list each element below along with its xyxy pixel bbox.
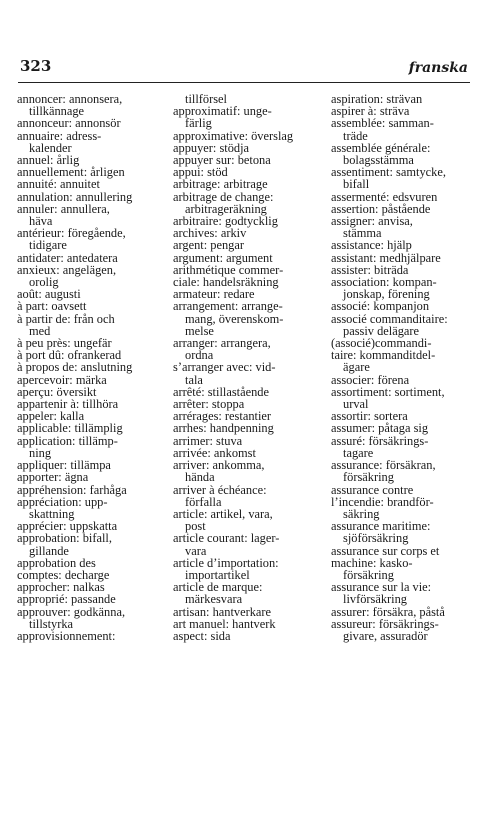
entry-line: assigner: anvisa, bbox=[331, 214, 413, 229]
entry-line: bifall bbox=[343, 177, 370, 192]
entry-line: à partir de: från och bbox=[17, 311, 115, 326]
entry-line: assurance: försäkran, bbox=[331, 458, 436, 473]
entry-line: givare, assuradör bbox=[343, 628, 428, 643]
entry-line: appréciation: upp- bbox=[17, 494, 108, 509]
entry-line: assortiment: sortiment, bbox=[331, 384, 445, 399]
entry-line: jonskap, förening bbox=[343, 287, 430, 302]
entry-line: assemblée générale: bbox=[331, 140, 431, 155]
entry-line: vara bbox=[185, 543, 207, 558]
entry-line: à port dû: ofrankerad bbox=[17, 348, 122, 363]
entry-line: appartenir à: tillhöra bbox=[17, 397, 119, 412]
entry-line: träde bbox=[343, 128, 368, 143]
entry-line: tidigare bbox=[29, 238, 67, 253]
entry-line: s’arranger avec: vid- bbox=[173, 360, 276, 375]
entry-line: application: tillämp- bbox=[17, 433, 118, 448]
entry-line: appui: stöd bbox=[173, 165, 228, 180]
entry-line: article: artikel, vara, bbox=[173, 506, 273, 521]
entry-line: appuyer sur: betona bbox=[173, 153, 271, 168]
entry-line: arrhes: handpenning bbox=[173, 421, 274, 436]
entry-line: antérieur: föregående, bbox=[17, 226, 126, 241]
entry-line: appeler: kalla bbox=[17, 409, 85, 424]
entry-line: assurance sur la vie: bbox=[331, 580, 432, 595]
page-number: 323 bbox=[20, 57, 52, 75]
entry-line: passiv delägare bbox=[343, 323, 420, 338]
entry-line: sjöförsäkring bbox=[343, 531, 409, 546]
entry-line: annonceur: annonsör bbox=[17, 116, 121, 131]
entry-line: arrérages: restantier bbox=[173, 409, 272, 424]
entry-line: arithmétique commer- bbox=[173, 262, 284, 277]
entry-line: à peu près: ungefär bbox=[17, 336, 112, 351]
entry-line: assertion: påstående bbox=[331, 201, 431, 216]
entry-line: arrêté: stillastående bbox=[173, 384, 269, 399]
entry-line: aspirer à: sträva bbox=[331, 104, 410, 119]
entry-line: associé commanditaire: bbox=[331, 311, 448, 326]
entry-line: associé: kompanjon bbox=[331, 299, 430, 314]
entry-line: ciale: handelsräkning bbox=[173, 275, 279, 290]
entry-line: annulation: annullering bbox=[17, 189, 133, 204]
entry-line: artisan: hantverkare bbox=[173, 604, 272, 619]
entry-line: armateur: redare bbox=[173, 287, 255, 302]
entry-line: argument: argument bbox=[173, 250, 273, 265]
entry-line: arrimer: stuva bbox=[173, 433, 243, 448]
entry-line: märkesvara bbox=[185, 592, 243, 607]
entry-line: färlig bbox=[185, 116, 212, 131]
entry-line: tala bbox=[185, 372, 203, 387]
entry-line: arbitrageräkning bbox=[185, 201, 267, 216]
entry-line: approuver: godkänna, bbox=[17, 604, 126, 619]
entry-line: comptes: decharge bbox=[17, 567, 110, 582]
entry-line: assuré: försäkrings- bbox=[331, 433, 429, 448]
entry-line: approbation des bbox=[17, 555, 96, 570]
column-3 bbox=[331, 93, 477, 642]
entry-line: tillkännage bbox=[29, 104, 85, 119]
entry-line: tillstyrka bbox=[29, 616, 74, 631]
entry-line: annuler: annullera, bbox=[17, 201, 110, 216]
entry-line: arrivée: ankomst bbox=[173, 445, 256, 460]
entry-line: assentiment: samtycke, bbox=[331, 165, 446, 180]
entry-line: approximative: överslag bbox=[173, 128, 294, 143]
entry-line: assistant: medhjälpare bbox=[331, 250, 441, 265]
entry-line: assurance contre bbox=[331, 482, 414, 497]
entry-line: assemblée: samman- bbox=[331, 116, 434, 131]
entry-line: importartikel bbox=[185, 567, 250, 582]
entry-line: assermenté: edsvuren bbox=[331, 189, 438, 204]
entry-line: gillande bbox=[29, 543, 69, 558]
entry-line: häva bbox=[29, 214, 53, 229]
entry-line: annoncer: annonsera, bbox=[17, 92, 123, 106]
entry-line: approprié: passande bbox=[17, 592, 116, 607]
entry-line: arbitrage de change: bbox=[173, 189, 274, 204]
entry-line: apporter: ägna bbox=[17, 470, 89, 485]
entry-line: stämma bbox=[343, 226, 382, 241]
entry-line: annuité: annuitet bbox=[17, 177, 100, 192]
entry-line: försäkring bbox=[343, 567, 394, 582]
entry-line: appliquer: tillämpa bbox=[17, 458, 111, 473]
entry-line: association: kompan- bbox=[331, 275, 437, 290]
entry-line: antidater: antedatera bbox=[17, 250, 118, 265]
entry-line: assurer: försäkra, påstå bbox=[331, 604, 445, 619]
entry-line: arbitrage: arbitrage bbox=[173, 177, 268, 192]
entry-line: art manuel: hantverk bbox=[173, 616, 276, 631]
entry-line: säkring bbox=[343, 506, 380, 521]
column-2 bbox=[173, 93, 325, 642]
entry-line: assumer: påtaga sig bbox=[331, 421, 429, 436]
entry-line: archives: arkiv bbox=[173, 226, 247, 241]
running-head: franska bbox=[408, 60, 468, 76]
entry-line: aspiration: strävan bbox=[331, 92, 423, 106]
entry-line: approvisionnement: bbox=[17, 628, 116, 643]
entry-line: tillförsel bbox=[185, 92, 227, 106]
entry-line: hända bbox=[185, 470, 215, 485]
entry-line: post bbox=[185, 519, 206, 534]
entry-line: aspect: sida bbox=[173, 628, 231, 643]
entry-line: assistance: hjälp bbox=[331, 238, 412, 253]
entry-line: urval bbox=[343, 397, 369, 412]
entry-line: assortir: sortera bbox=[331, 409, 408, 424]
entry-line: taire: kommanditdel- bbox=[331, 348, 436, 363]
entry-line: arranger: arrangera, bbox=[173, 336, 271, 351]
entry-line: article d’importation: bbox=[173, 555, 279, 570]
entry-line: melse bbox=[185, 323, 214, 338]
entry-line: arbitraire: godtycklig bbox=[173, 214, 278, 229]
entry-line: arriver: ankomma, bbox=[173, 458, 265, 473]
entry-line: (associé)commandi- bbox=[331, 336, 432, 351]
entry-line: ägare bbox=[343, 360, 370, 375]
entry-line: approbation: bifall, bbox=[17, 531, 112, 546]
header-rule bbox=[18, 82, 470, 83]
entry-line: assurance maritime: bbox=[331, 519, 431, 534]
entry-line: bolagsstämma bbox=[343, 153, 414, 168]
entry-line: arrangement: arrange- bbox=[173, 299, 283, 314]
entry-line: arriver à échéance: bbox=[173, 482, 267, 497]
entry-line: apercevoir: märka bbox=[17, 372, 107, 387]
entry-line: annuaire: adress- bbox=[17, 128, 102, 143]
entry-line: approximatif: unge- bbox=[173, 104, 272, 119]
entry-line: annuellement: årligen bbox=[17, 165, 125, 180]
entry-line: apprécier: uppskatta bbox=[17, 519, 118, 534]
entry-line: appuyer: stödja bbox=[173, 140, 250, 155]
entry-line: approcher: nalkas bbox=[17, 580, 105, 595]
entry-line: mang, överenskom- bbox=[185, 311, 284, 326]
entry-line: article de marque: bbox=[173, 580, 263, 595]
entry-line: livförsäkring bbox=[343, 592, 408, 607]
entry-line: aperçu: översikt bbox=[17, 384, 97, 399]
entry-line: argent: pengar bbox=[173, 238, 244, 253]
entry-line: machine: kasko- bbox=[331, 555, 413, 570]
entry-line: applicable: tillämplig bbox=[17, 421, 123, 436]
entry-line: assister: biträda bbox=[331, 262, 409, 277]
entry-line: försäkring bbox=[343, 470, 394, 485]
entry-line: à part: oavsett bbox=[17, 299, 87, 314]
entry-line: tagare bbox=[343, 445, 374, 460]
entry-line: assureur: försäkrings- bbox=[331, 616, 439, 631]
entry-line: appréhension: farhåga bbox=[17, 482, 127, 497]
entry-line: skattning bbox=[29, 506, 75, 521]
entry-line: annuel: årlig bbox=[17, 153, 80, 168]
entry-line: ning bbox=[29, 445, 52, 460]
entry-line: assurance sur corps et bbox=[331, 543, 440, 558]
entry-line: förfalla bbox=[185, 494, 222, 509]
entry-line: article courant: lager- bbox=[173, 531, 280, 546]
entry-line: août: augusti bbox=[17, 287, 81, 302]
entry-line: orolig bbox=[29, 275, 59, 290]
entry-line: arrêter: stoppa bbox=[173, 397, 245, 412]
entry-line: med bbox=[29, 323, 51, 338]
entry-line: kalender bbox=[29, 140, 72, 155]
entry-line: associer: förena bbox=[331, 372, 410, 387]
entry-line: l’incendie: brandför- bbox=[331, 494, 434, 509]
entry-line: à propos de: anslutning bbox=[17, 360, 133, 375]
column-1 bbox=[17, 93, 167, 642]
entry-line: anxieux: angelägen, bbox=[17, 262, 117, 277]
entry-line: ordna bbox=[185, 348, 214, 363]
